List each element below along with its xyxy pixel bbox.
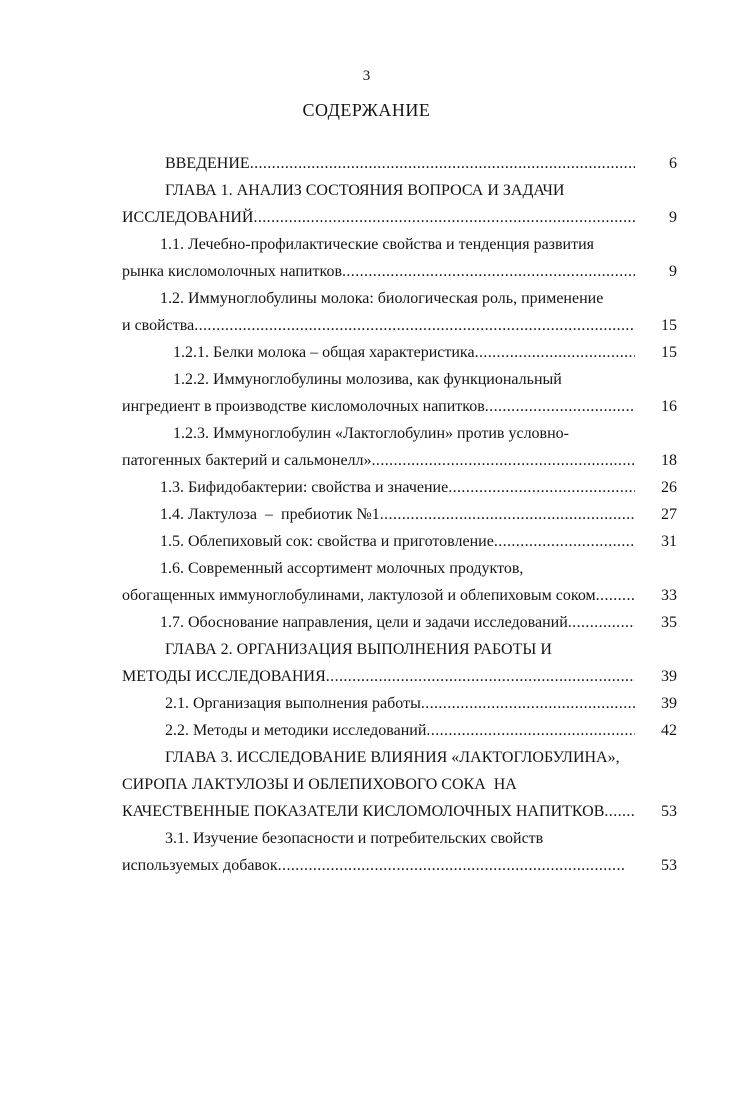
- toc-leader-dots: [494, 533, 635, 551]
- toc-entry-text: и свойства: [122, 317, 195, 334]
- toc-leader-dots: [250, 155, 635, 173]
- toc-entry-text: 1.7. Обоснование направления, цели и задачи исследований: [160, 614, 568, 631]
- toc-entry-line: 1.1. Лечебно-профилактические свойства и тенденция развития: [160, 236, 595, 253]
- toc-leader-dots: [485, 398, 635, 416]
- toc-entry-3-1[interactable]: [0, 830, 733, 884]
- toc-entry-line: 1.2.3. Иммуноглобулин «Лактоглобулин» против условно-: [173, 425, 569, 442]
- toc-leader-dots: [326, 668, 635, 686]
- toc-entry-line: ГЛАВА 2. ОРГАНИЗАЦИЯ ВЫПОЛНЕНИЯ РАБОТЫ И: [165, 641, 552, 658]
- toc-entry-text: 2.1. Организация выполнения работы: [165, 695, 421, 712]
- toc-entry-2-2[interactable]: [0, 722, 733, 749]
- toc-entry-page: 9: [669, 263, 677, 280]
- toc-entry-1-6[interactable]: [0, 560, 733, 614]
- toc-leader-dots: [568, 614, 635, 632]
- page-number: 3: [362, 68, 371, 84]
- toc-entry-page: 39: [661, 695, 677, 712]
- toc-entry-page: 39: [661, 668, 677, 685]
- toc-entry-chapter-1[interactable]: [0, 182, 733, 236]
- toc-leader-dots: [604, 803, 635, 821]
- toc-entry-text: КАЧЕСТВЕННЫЕ ПОКАЗАТЕЛИ КИСЛОМОЛОЧНЫХ НАПИТКОВ: [122, 803, 605, 820]
- toc-entry-line: 3.1. Изучение безопасности и потребительских свойств: [165, 830, 544, 847]
- toc-leader-dots: [342, 263, 635, 281]
- toc-entry-text: патогенных бактерий и сальмонелл»: [122, 452, 372, 469]
- toc-entry-page: 9: [669, 209, 677, 226]
- toc-entry-chapter-2[interactable]: [0, 641, 733, 695]
- toc-entry-text: ВВЕДЕНИЕ: [165, 155, 250, 172]
- toc-leader-dots: [380, 506, 635, 524]
- toc-entry-1-1[interactable]: [0, 236, 733, 290]
- toc-entry-page: 42: [661, 722, 677, 739]
- table-of-contents: [0, 155, 733, 884]
- toc-entry-page: 27: [661, 506, 677, 523]
- toc-entry-2-1[interactable]: [0, 695, 733, 722]
- toc-entry-line: 1.6. Современный ассортимент молочных продуктов,: [160, 560, 524, 577]
- toc-entry-line: ГЛАВА 3. ИССЛЕДОВАНИЕ ВЛИЯНИЯ «ЛАКТОГЛОБУЛИНА»,: [165, 749, 620, 766]
- toc-entry-chapter-3[interactable]: [0, 749, 733, 830]
- toc-entry-text: МЕТОДЫ ИССЛЕДОВАНИЯ: [122, 668, 326, 685]
- toc-entry-page: 53: [661, 857, 677, 874]
- toc-entry-1-5[interactable]: [0, 533, 733, 560]
- toc-entry-page: 15: [661, 317, 677, 334]
- toc-leader-dots: [426, 722, 635, 740]
- toc-entry-text: обогащенных иммуноглобулинами, лактулозой и облепиховым соком: [122, 587, 596, 604]
- toc-entry-line: СИРОПА ЛАКТУЛОЗЫ И ОБЛЕПИХОВОГО СОКА НА: [122, 776, 517, 793]
- toc-entry-1-2[interactable]: [0, 290, 733, 344]
- toc-entry-page: 33: [661, 587, 677, 604]
- toc-entry-text: 1.2.1. Белки молока – общая характеристика: [173, 344, 475, 361]
- toc-title: СОДЕРЖАНИЕ: [302, 100, 431, 120]
- toc-entry-text: 1.5. Облепиховый сок: свойства и приготовление: [160, 533, 494, 550]
- toc-entry-text: ингредиент в производстве кисломолочных напитков: [122, 398, 485, 415]
- toc-entry-page: 31: [661, 533, 677, 550]
- toc-leader-dots: [475, 344, 635, 362]
- toc-leader-dots: [448, 479, 635, 497]
- toc-leader-dots: [421, 695, 635, 713]
- toc-entry-page: 16: [661, 398, 677, 415]
- toc-leader-dots: [253, 209, 635, 227]
- toc-entry-page: 6: [669, 155, 677, 172]
- toc-entry-line: 1.2.2. Иммуноглобулины молозива, как функциональный: [173, 371, 562, 388]
- toc-entry-text: 1.4. Лактулоза – пребиотик №1: [160, 506, 380, 523]
- toc-entry-page: 53: [661, 803, 677, 820]
- toc-leader-dots: [194, 317, 635, 335]
- toc-entry-text: используемых добавок: [122, 857, 278, 874]
- toc-entry-page: 26: [661, 479, 677, 496]
- toc-entry-text: ИССЛЕДОВАНИЙ: [122, 209, 254, 226]
- toc-entry-text: 1.3. Бифидобактерии: свойства и значение: [160, 479, 449, 496]
- toc-entry-line: 1.2. Иммуноглобулины молока: биологическая роль, применение: [160, 290, 604, 307]
- toc-leader-dots: [372, 452, 635, 470]
- toc-entry-line: ГЛАВА 1. АНАЛИЗ СОСТОЯНИЯ ВОПРОСА И ЗАДАЧИ: [165, 182, 565, 199]
- toc-entry-1-2-2[interactable]: [0, 371, 733, 425]
- toc-entry-1-2-3[interactable]: [0, 425, 733, 479]
- toc-entry-text: рынка кисломолочных напитков: [122, 263, 342, 280]
- toc-entry-page: 15: [661, 344, 677, 361]
- toc-entry-text: 2.2. Методы и методики исследований: [165, 722, 427, 739]
- toc-entry-1-4[interactable]: [0, 506, 733, 533]
- toc-entry-introduction[interactable]: [0, 155, 733, 182]
- toc-entry-page: 35: [661, 614, 677, 631]
- toc-entry-1-7[interactable]: [0, 614, 733, 641]
- toc-leader-dots: [596, 587, 635, 605]
- toc-entry-page: 18: [661, 452, 677, 469]
- toc-leader-dots: [278, 857, 625, 875]
- toc-entry-1-3[interactable]: [0, 479, 733, 506]
- toc-entry-1-2-1[interactable]: [0, 344, 733, 371]
